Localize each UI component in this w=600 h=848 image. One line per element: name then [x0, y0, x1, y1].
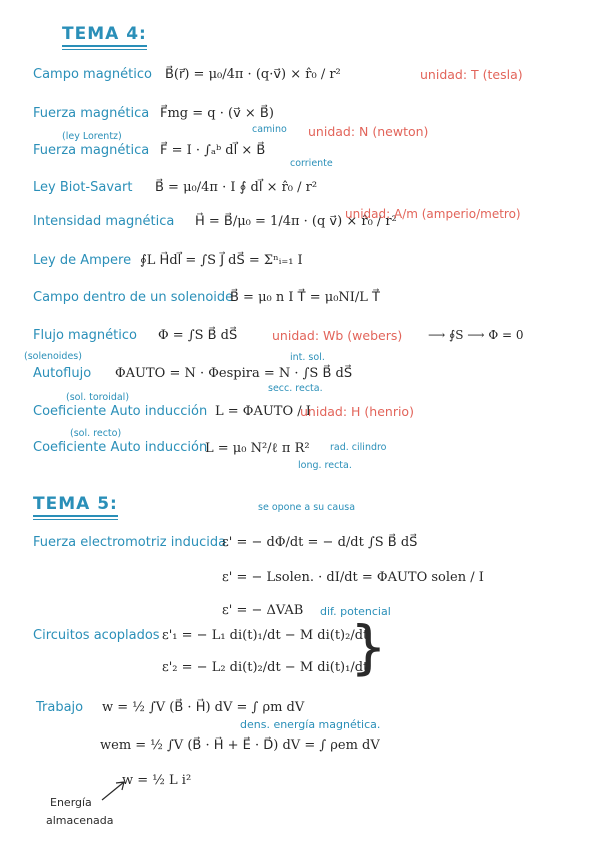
label-autoflujo: Autoflujo: [33, 366, 92, 381]
label-campo-magnetico: Campo magnético: [33, 67, 152, 82]
label-coef-autoinduccion-1: Coeficiente Auto inducción: [33, 404, 208, 419]
formula-intensidad-magnetica: H⃗ = B⃗/μ₀ = 1/4π · (q v⃗) × r̂₀ / r²: [195, 214, 397, 229]
label-flujo-magnetico: Flujo magnético: [33, 328, 137, 343]
brace-acoplados: }: [350, 613, 387, 681]
label-fem-inducida: Fuerza electromotriz inducida: [33, 535, 227, 550]
formula-biot-savart: B⃗ = μ₀/4π · I ∮ dl⃗ × r̂₀ / r²: [155, 180, 318, 195]
formula-fem-2: ε' = − Lsolen. · dI/dt = ΦAUTO solen / I: [222, 570, 484, 585]
label-almacenada: almacenada: [46, 814, 114, 827]
formula-fuerza-magnetica: F⃗mg = q · (v⃗ × B⃗): [160, 106, 274, 121]
tema4-heading: TEMA 4:: [62, 24, 147, 47]
annotation-long-recta: long. recta.: [298, 460, 352, 471]
formula-campo-magnetico: B⃗(r⃗) = μ₀/4π · (q·v⃗) × r̂₀ / r²: [165, 67, 341, 82]
note-ley-lorentz: (ley Lorentz): [62, 131, 122, 142]
label-energia: Energía: [50, 796, 92, 809]
annotation-camino: camino: [252, 124, 287, 135]
annotation-int-sol: int. sol.: [290, 352, 325, 363]
tema5-heading: TEMA 5:: [33, 494, 118, 517]
formula-coef-autoinduccion-2: L = μ₀ N²/ℓ π R²: [205, 441, 310, 456]
unit-campo-magnetico: unidad: T (tesla): [420, 67, 523, 82]
formula-ley-ampere: ∮L H⃗dl⃗ = ∫S J⃗ dS⃗ = Σⁿᵢ₌₁ I: [140, 253, 303, 268]
annotation-corriente: corriente: [290, 158, 333, 169]
label-trabajo: Trabajo: [36, 700, 84, 715]
note-sol-toroidal: (sol. toroidal): [66, 392, 130, 403]
label-ley-ampere: Ley de Ampere: [33, 253, 132, 268]
note-sol-recto: (sol. recto): [70, 428, 122, 439]
label-coef-autoinduccion-2: Coeficiente Auto inducción: [33, 440, 208, 455]
label-circuitos-acoplados: Circuitos acoplados: [33, 628, 160, 643]
unit-intensidad: unidad: A/m (amperio/metro): [345, 207, 521, 221]
note-dif-potencial: dif. potencial: [320, 605, 391, 618]
note-solenoides: (solenoides): [24, 351, 82, 362]
label-intensidad-magnetica: Intensidad magnética: [33, 214, 175, 229]
formula-trabajo-1: w = ½ ∫V (B⃗ · H⃗) dV = ∫ ρm dV: [102, 700, 305, 715]
formula-fuerza-lorentz: F⃗ = I · ∫ₐᵇ dl⃗ × B⃗: [160, 143, 266, 158]
arrow-energia-icon: [100, 778, 130, 804]
annotation-rad-cilindro: rad. cilindro: [330, 442, 387, 453]
formula-autoflujo: ΦAUTO = N · Φespira = N · ∫S B⃗ dS⃗: [115, 366, 353, 381]
annotation-secc-recta: secc. recta.: [268, 383, 323, 394]
formula-trabajo-2: wem = ½ ∫V (B⃗ · H⃗ + E⃗ · D⃗) dV = ∫ ρem dV: [100, 738, 380, 753]
label-fuerza-magnetica: Fuerza magnética: [33, 106, 150, 121]
formula-acoplado-1: ε'₁ = − L₁ di(t)₁/dt − M di(t)₂/dt: [162, 628, 369, 643]
formula-fem-1: ε' = − dΦ/dt = − d/dt ∫S B⃗ dS⃗: [222, 535, 418, 550]
unit-flujo: unidad: Wb (webers): [272, 328, 403, 343]
flujo-cerrado-extra: ⟶ ∮S ⟶ Φ = 0: [428, 328, 524, 342]
unit-fuerza: unidad: N (newton): [308, 124, 429, 139]
formula-campo-solenoide: B⃗ = μ₀ n I T⃗ = μ₀NI/L T⃗: [230, 290, 380, 305]
note-se-opone: se opone a su causa: [258, 502, 356, 513]
formula-coef-autoinduccion-1: L = ΦAUTO / I: [215, 404, 311, 419]
formula-acoplado-2: ε'₂ = − L₂ di(t)₂/dt − M di(t)₁/dt: [162, 660, 369, 675]
formula-trabajo-3: w = ½ L i²: [122, 773, 192, 788]
label-fuerza-magnetica-2: Fuerza magnética: [33, 143, 150, 158]
formula-fem-3: ε' = − ΔVAB: [222, 603, 304, 618]
unit-henrio: unidad: H (henrio): [300, 404, 414, 419]
note-dens-energia: dens. energía magnética.: [240, 718, 381, 731]
formula-flujo-magnetico: Φ = ∫S B⃗ dS⃗: [158, 328, 238, 343]
label-campo-solenoide: Campo dentro de un solenoide: [33, 290, 234, 305]
label-biot-savart: Ley Biot-Savart: [33, 180, 133, 195]
